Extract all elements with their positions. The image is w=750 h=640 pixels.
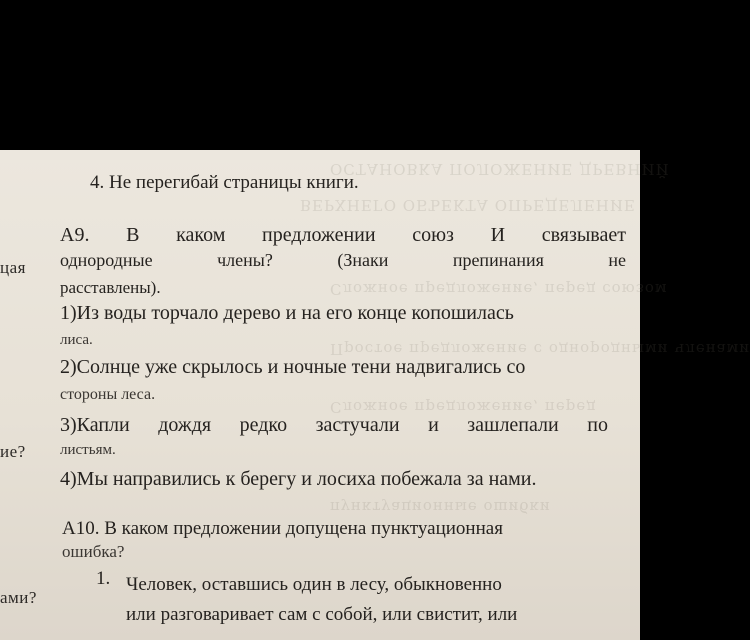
bleed-through-text: Простое предложение с однородными членами (330, 340, 750, 358)
textbook-page (0, 150, 750, 640)
word: 3)Капли (60, 414, 130, 436)
left-page-fragment: цая (0, 258, 26, 277)
word: редко (239, 414, 288, 436)
bleed-through-text: Сложное предложение, перед (330, 398, 597, 416)
word: дождя (158, 414, 212, 436)
a9-option-1-cont: лиса. (60, 332, 93, 348)
word: В (126, 224, 140, 246)
bleed-through-text: пунктуационные ошибки (330, 498, 551, 516)
word: предложении (262, 224, 376, 246)
a10-item-1-number: 1. (96, 568, 111, 589)
a9-question-line-1 (60, 224, 626, 247)
a9-option-2-cont: стороны леса. (60, 386, 156, 403)
bleed-through-text: Сложное предложение, перед союзом (330, 280, 668, 298)
word: И (490, 224, 506, 246)
word: союз (412, 224, 454, 246)
word: связывает (541, 224, 626, 246)
a9-option-3 (60, 414, 608, 437)
word: однородные (60, 250, 153, 270)
a10-item-1-line-1: Человек, оставшись один в лесу, обыкновенно (126, 574, 502, 595)
left-page-fragment: ие? (0, 442, 26, 461)
a9-option-2: 2)Солнце уже скрылось и ночные тени надвигались со (60, 356, 526, 378)
tip-line: 4. Не перегибай страницы книги. (90, 172, 359, 193)
a9-option-3-cont: листьям. (60, 442, 116, 458)
bleed-through-text: ОСТАНОВКА ПОЛОЖЕНИЕ ДРЕВНИЙ (330, 160, 670, 178)
word: А9. (60, 224, 90, 246)
a9-option-1: 1)Из воды торчало дерево и на его конце копошилась (60, 302, 514, 324)
word: не (608, 250, 626, 270)
a9-option-4: 4)Мы направились к берегу и лосиха побежала за нами. (60, 468, 537, 490)
word: застучали (315, 414, 400, 436)
word: каком (176, 224, 226, 246)
a9-question-line-3: расставлены). (60, 278, 161, 297)
word: препинания (452, 250, 544, 270)
word: члены? (217, 250, 273, 270)
a10-question-line-1: А10. В каком предложении допущена пунктуационная (62, 518, 503, 539)
word: и (428, 414, 439, 436)
word: (Знаки (337, 250, 389, 270)
a10-item-1-line-2: или разговаривает сам с собой, или свистит, или (126, 604, 518, 625)
bleed-through-text: ВЕРХНЕГО ОБЪЕКТА ОПРЕДЕЛЕНИЕ (300, 196, 636, 214)
word: зашлепали (467, 414, 559, 436)
left-page-fragment: ами? (0, 588, 37, 607)
a10-question-line-2: ошибка? (62, 542, 125, 561)
word: по (587, 414, 608, 436)
a9-question-line-2 (60, 250, 626, 271)
